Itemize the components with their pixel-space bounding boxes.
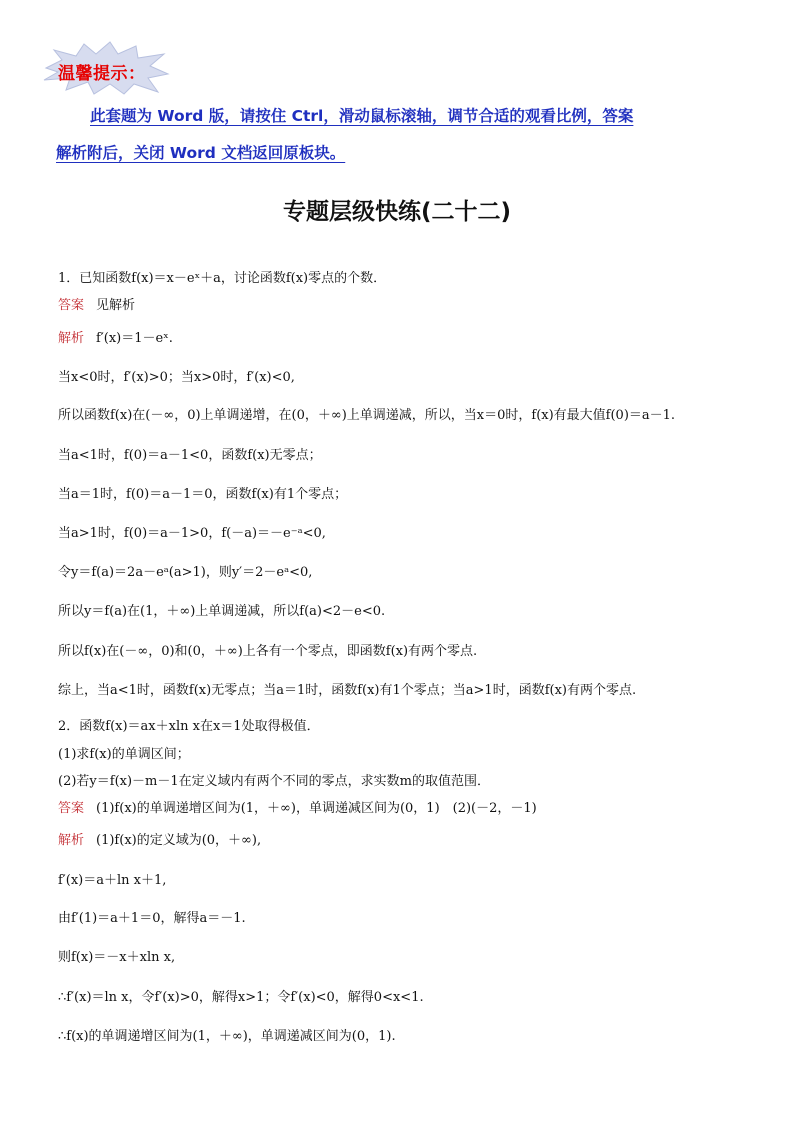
q1-line: 当x<0时，f′(x)>0；当x>0时，f′(x)<0, — [58, 370, 295, 385]
q2-line: f′(x)＝a＋ln x＋1, — [58, 873, 167, 888]
tip-paragraph — [56, 98, 746, 172]
notice-badge — [40, 40, 170, 96]
q2-sub2: (2)若y＝f(x)－m－1在定义域内有两个不同的零点，求实数m的取值范围． — [58, 774, 490, 789]
q1-line: 综上，当a<1时，函数f(x)无零点；当a＝1时，函数f(x)有1个零点；当a>1时，函数f(x)有两个零点. — [58, 683, 637, 698]
q1-answer-row — [58, 294, 135, 313]
q1-line: 所以y＝f(a)在(1，＋∞)上单调递减，所以f(a)<2－e<0. — [58, 604, 386, 619]
q1-line: 令y＝f(a)＝2a－eᵃ(a>1)，则y′＝2－eᵃ<0, — [58, 565, 313, 580]
page-title: 专题层级快练(二十二) — [282, 199, 512, 225]
q2-line: ∴f′(x)＝ln x，令f′(x)>0，解得x>1；令f′(x)<0，解得0<x<1. — [58, 990, 424, 1005]
notice-label: 温馨提示： — [58, 64, 146, 84]
answer-label: 答案 — [58, 801, 85, 816]
analysis-label: 解析 — [58, 833, 85, 848]
q1-analysis-row — [58, 327, 173, 346]
analysis-label: 解析 — [58, 331, 85, 346]
q1-line: 当a<1时，f(0)＝a－1<0，函数f(x)无零点； — [58, 448, 322, 463]
answer-label: 答案 — [58, 298, 85, 313]
tip-line-2: 解析附后，关闭 Word 文档返回原板块。 — [56, 144, 346, 162]
q1-question: 1．已知函数f(x)＝x－eˣ＋a，讨论函数f(x)零点的个数． — [58, 271, 387, 286]
q2-answer-row — [58, 797, 537, 816]
q2-question: 2．函数f(x)＝ax＋xln x在x＝1处取得极值． — [58, 719, 320, 734]
q2-line: 则f(x)＝－x＋xln x, — [58, 950, 176, 965]
q2-line: ∴f(x)的单调递增区间为(1，＋∞)，单调递减区间为(0，1). — [58, 1029, 396, 1044]
q2-sub1: (1)求f(x)的单调区间； — [58, 747, 190, 762]
tip-line-1: 此套题为 Word 版，请按住 Ctrl，滑动鼠标滚轴，调节合适的观看比例，答案 — [90, 107, 634, 125]
q2-analysis-row — [58, 829, 261, 848]
q1-answer: 见解析 — [96, 298, 136, 313]
q1-analysis: f′(x)＝1－eˣ. — [96, 331, 173, 346]
q1-line: 当a>1时，f(0)＝a－1>0，f(－a)＝－e⁻ᵃ<0, — [58, 526, 326, 541]
q1-line: 所以f(x)在(－∞，0)和(0，＋∞)上各有一个零点，即函数f(x)有两个零点. — [58, 644, 478, 659]
q1-line: 当a＝1时，f(0)＝a－1＝0，函数f(x)有1个零点； — [58, 487, 348, 502]
q2-analysis: (1)f(x)的定义域为(0，＋∞), — [96, 833, 262, 848]
q2-line: 由f′(1)＝a＋1＝0，解得a＝－1. — [58, 911, 246, 926]
q2-answer: (1)f(x)的单调递增区间为(1，＋∞)，单调递减区间为(0，1) (2)(－2，－1) — [96, 801, 537, 816]
q1-line: 所以函数f(x)在(－∞，0)上单调递增，在(0，＋∞)上单调递减，所以，当x＝0时，f(x)有最大值f(0)＝a－1. — [58, 408, 676, 423]
